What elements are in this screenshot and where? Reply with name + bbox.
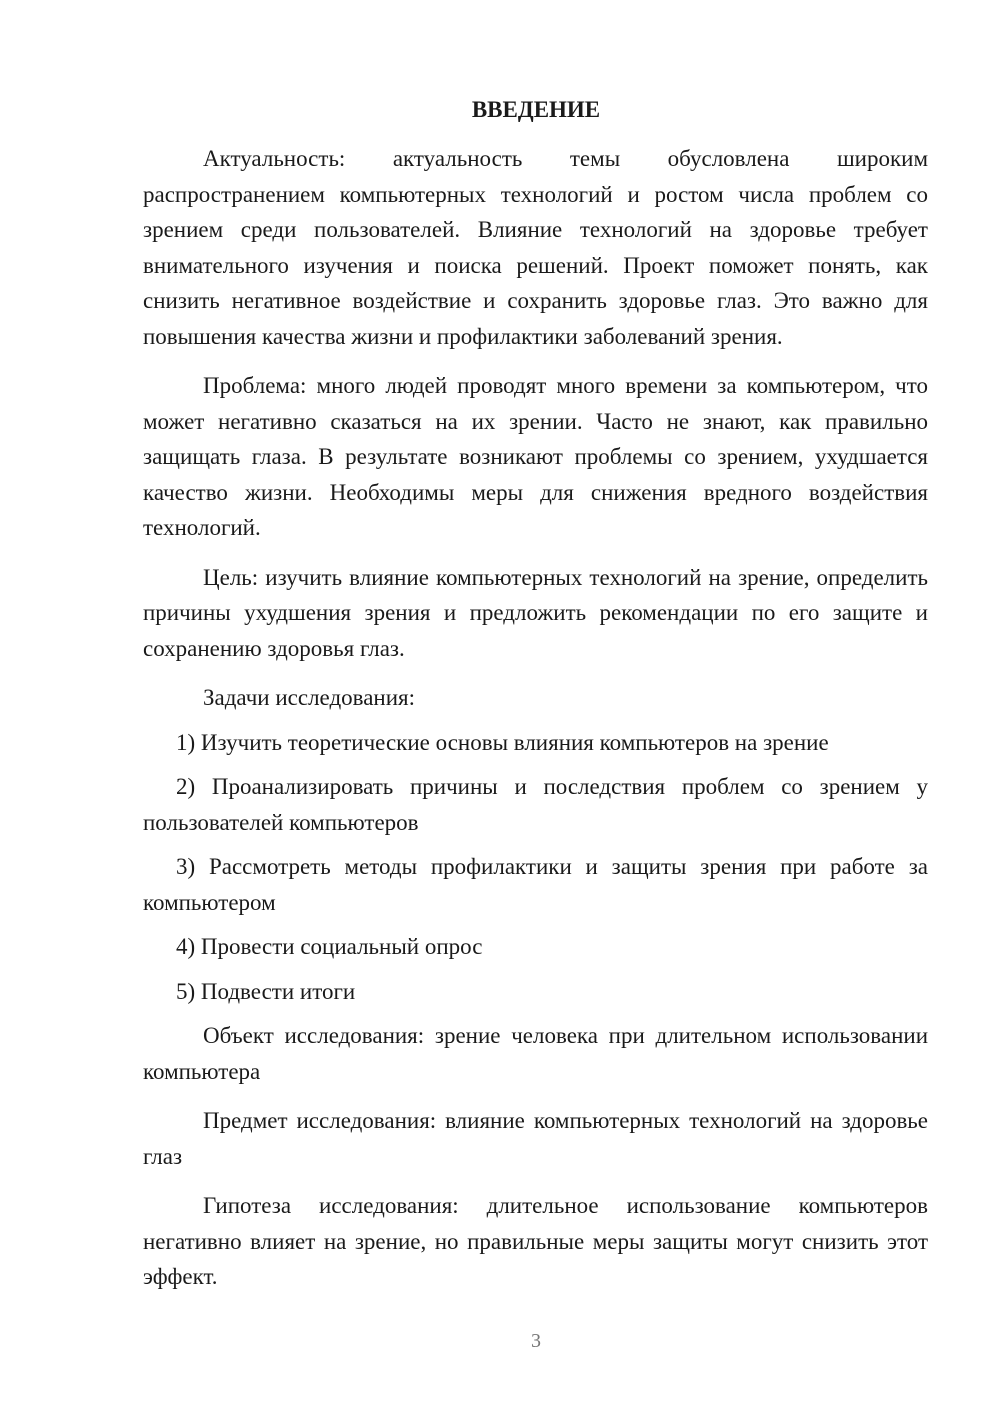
task-item-3: 3) Рассмотреть методы профилактики и защиты зрения при работе за компьютером <box>143 854 928 915</box>
page-number: 3 <box>531 1330 541 1352</box>
task-item-2: 2) Проанализировать причины и последствия проблем со зрением у пользователей компьютеров <box>143 774 928 835</box>
task-item-1: 1) Изучить теоретические основы влияния компьютеров на зрение <box>176 729 829 755</box>
page-title: ВВЕДЕНИЕ <box>471 97 601 122</box>
paragraph-hypothesis: Гипотеза исследования: длительное использование компьютеров негативно влияет на зрение, но правильные меры защиты могут снизить этот эффект. <box>143 1193 928 1289</box>
paragraph-relevance: Актуальность: актуальность темы обусловлена широким распространением компьютерных технологий и ростом числа проблем со зрением среди пользователей. Влияние технологий на здоровье требует внимательного изучения и поиска решений. Проект поможет понять, как снизить негативное воздействие и сохранить здоровье глаз. Это важно для повышения качества жизни и профилактики заболеваний зрения. <box>143 146 928 349</box>
paragraph-subject: Предмет исследования: влияние компьютерных технологий на здоровье глаз <box>143 1108 928 1169</box>
tasks-heading: Задачи исследования: <box>203 685 416 710</box>
paragraph-object: Объект исследования: зрение человека при длительном использовании компьютера <box>143 1023 928 1084</box>
paragraph-goal: Цель: изучить влияние компьютерных технологий на зрение, определить причины ухудшения зрения и предложить рекомендации по его защите и сохранению здоровья глаз. <box>143 564 928 661</box>
task-item-4: 4) Провести социальный опрос <box>176 934 483 959</box>
paragraph-problem: Проблема: много людей проводят много времени за компьютером, что может негативно сказаться на их зрении. Часто не знают, как правильно защищать глаза. В результате возникают проблемы со зрением, ухудшается качество жизни. Необходимы меры для снижения вредного воздействия технологий. <box>143 373 928 540</box>
task-item-5: 5) Подвести итоги <box>176 978 356 1004</box>
document-body <box>143 141 928 1309</box>
